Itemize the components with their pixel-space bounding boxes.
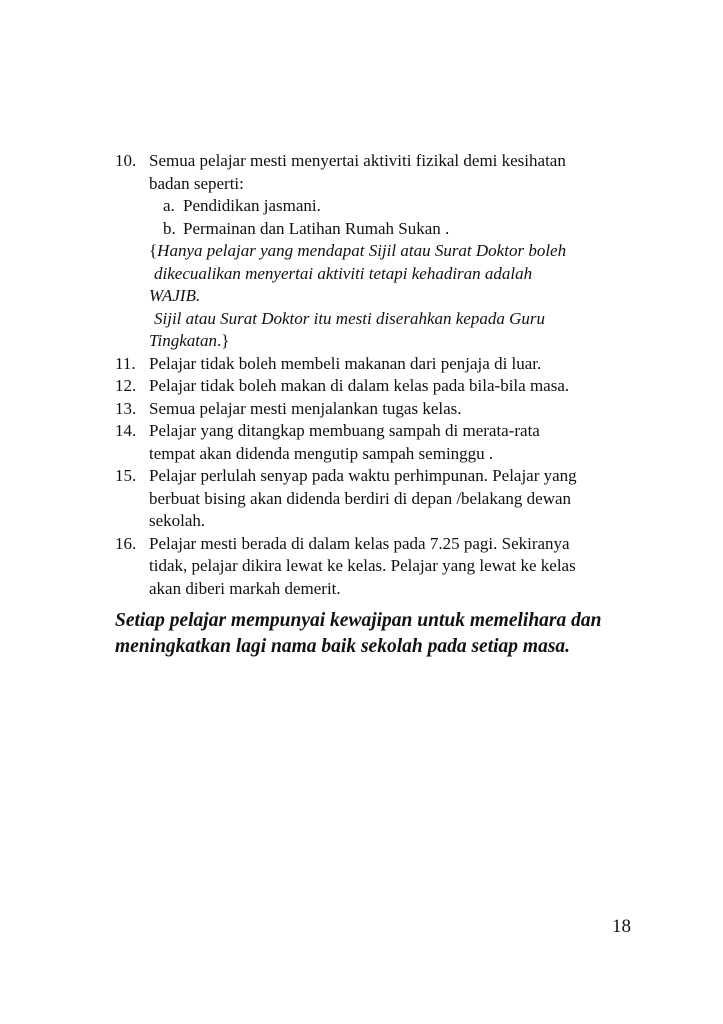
rule-item (115, 353, 635, 376)
note-line: Sijil atau Surat Doktor itu mesti diserahkan kepada Guru (154, 308, 545, 328)
rule-text-line: badan seperti: (149, 173, 244, 193)
rule-item (115, 420, 635, 465)
rule-number: 16. (115, 533, 137, 553)
rules-list (115, 150, 635, 600)
page-number: 18 (612, 916, 631, 937)
rule-number: 10. (115, 151, 137, 170)
rule-number: 14. (115, 421, 137, 440)
rule-text-line: Pelajar tidak boleh makan di dalam kelas pada bila-bila masa. (149, 376, 570, 395)
note-strong-text: WAJIB (149, 286, 196, 305)
rule-text-line: tidak, pelajar dikira lewat ke kelas. Pelajar yang lewat ke kelas (149, 556, 576, 575)
rule-text-line: Semua pelajar mesti menjalankan tugas kelas. (149, 398, 462, 418)
rule-text-line: berbuat bising akan didenda berdiri di depan /belakang dewan (149, 488, 572, 508)
rule-item (115, 398, 635, 421)
note-text: . (195, 286, 201, 305)
sub-item-text: Permainan dan Latihan Rumah Sukan . (183, 218, 450, 238)
note-line (149, 330, 635, 353)
closing-line: Setiap pelajar mempunyai kewajipan untuk memelihara dan (115, 610, 602, 631)
note-text: boleh (524, 241, 567, 260)
note-line: dikecualikan menyertai aktiviti tetapi kehadiran adalah (154, 263, 533, 283)
note-line (149, 240, 635, 263)
rule-number: 15. (115, 466, 137, 485)
rule-item (115, 375, 635, 398)
sub-item (149, 218, 635, 241)
note-text: Tingkatan (149, 331, 218, 350)
rule-text-line: Semua pelajar mesti menyertai aktiviti fizikal demi kesihatan (149, 151, 566, 170)
sub-item-letter: a. (163, 196, 175, 215)
rule-text-line: Pelajar tidak boleh membeli makanan dari penjaja di luar. (149, 353, 542, 373)
sub-item-letter: b. (163, 218, 176, 238)
rule-number: 11. (115, 353, 136, 373)
rule-item (115, 465, 635, 533)
rule-text-line: akan diberi markah demerit. (149, 578, 341, 598)
rule-number: 12. (115, 376, 137, 395)
rule-text-line: Pelajar perlulah senyap pada waktu perhimpunan. Pelajar yang (149, 466, 577, 485)
sub-item (149, 195, 635, 218)
rule-item (115, 533, 635, 601)
rule-number: 13. (115, 398, 137, 418)
closing-line: meningkatkan lagi nama baik sekolah pada setiap masa. (115, 636, 571, 657)
rule-text-line: Pelajar yang ditangkap membuang sampah di merata-rata (149, 421, 540, 440)
sub-item-text: Pendidikan jasmani. (183, 196, 321, 215)
closing-statement (115, 608, 655, 660)
rule-text-line: tempat akan didenda mengutip sampah seminggu . (149, 443, 494, 463)
note-open-brace: { (149, 241, 158, 260)
note-strong-text: Sijil atau Surat Doktor (368, 241, 525, 260)
rule-item (115, 150, 635, 353)
note-line (149, 285, 635, 308)
rule-text-line: sekolah. (149, 511, 206, 530)
rule-text-line: Pelajar mesti berada di dalam kelas pada 7.25 pagi. Sekiranya (149, 533, 570, 553)
note-close-brace: .} (217, 331, 230, 350)
note-text: Hanya pelajar yang mendapat (157, 241, 369, 260)
exemption-note (149, 240, 635, 353)
